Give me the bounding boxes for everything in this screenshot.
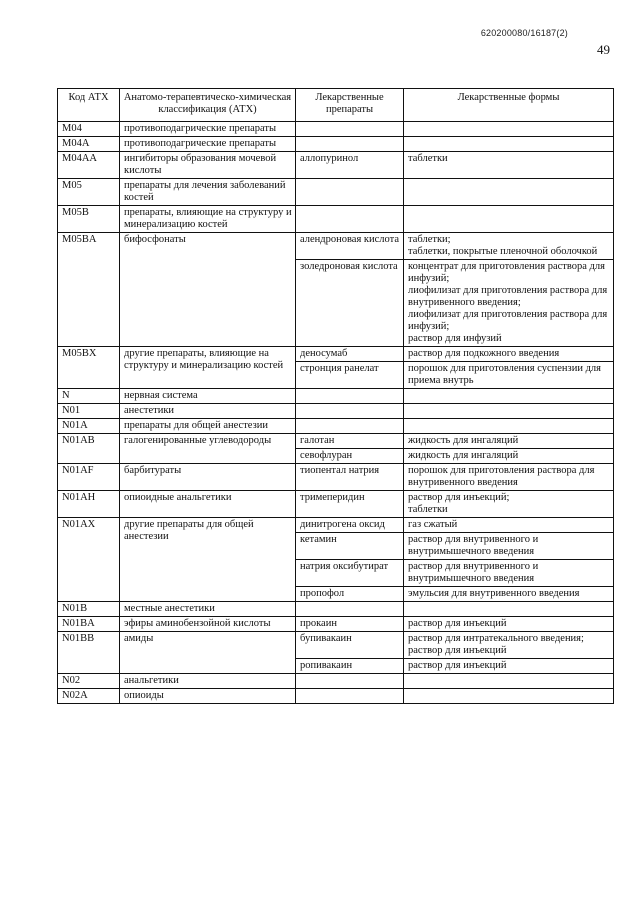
drug-name-cell (296, 179, 404, 206)
dosage-form-cell (404, 137, 614, 152)
atx-classification-cell: анестетики (120, 404, 296, 419)
atx-classification-cell: нервная система (120, 389, 296, 404)
atx-classification-cell: барбитураты (120, 464, 296, 491)
atx-classification-cell: анальгетики (120, 674, 296, 689)
atx-code-cell: M05BA (58, 233, 120, 347)
dosage-form-cell (404, 689, 614, 704)
atx-code-cell: N01AB (58, 434, 120, 464)
atx-classification-cell: препараты для лечения заболеваний костей (120, 179, 296, 206)
drug-name-cell: стронция ранелат (296, 362, 404, 389)
table-row (58, 518, 614, 533)
atx-classification-cell: противоподагрические препараты (120, 122, 296, 137)
drug-name-cell (296, 419, 404, 434)
drug-name-cell (296, 602, 404, 617)
column-header-code: Код АТХ (58, 89, 120, 122)
atx-classification-cell: эфиры аминобензойной кислоты (120, 617, 296, 632)
drug-name-cell: ропивакаин (296, 659, 404, 674)
table-row (58, 617, 614, 632)
table-row (58, 206, 614, 233)
dosage-form-cell: порошок для приготовления суспензии для приема внутрь (404, 362, 614, 389)
page-number: 49 (597, 42, 610, 57)
dosage-form-cell (404, 602, 614, 617)
dosage-form-cell: раствор для инъекций (404, 617, 614, 632)
drug-name-cell: кетамин (296, 533, 404, 560)
table-row (58, 137, 614, 152)
atx-code-cell: M05BX (58, 347, 120, 389)
drug-name-cell: бупивакаин (296, 632, 404, 659)
dosage-form-cell: таблетки; таблетки, покрытые пленочной оболочкой (404, 233, 614, 260)
table-row (58, 122, 614, 137)
drug-name-cell: севофлуран (296, 449, 404, 464)
atx-classification-table (57, 88, 614, 704)
dosage-form-cell: газ сжатый (404, 518, 614, 533)
table-row (58, 491, 614, 518)
atx-code-cell: N01BB (58, 632, 120, 674)
atx-classification-cell: противоподагрические препараты (120, 137, 296, 152)
atx-code-cell: M05B (58, 206, 120, 233)
atx-classification-cell: другие препараты для общей анестезии (120, 518, 296, 602)
dosage-form-cell: раствор для инъекций (404, 659, 614, 674)
dosage-form-cell (404, 674, 614, 689)
atx-classification-cell: галогенированные углеводороды (120, 434, 296, 464)
atx-code-cell: N01 (58, 404, 120, 419)
dosage-form-cell: порошок для приготовления раствора для внутривенного введения (404, 464, 614, 491)
dosage-form-cell (404, 419, 614, 434)
dosage-form-cell (404, 404, 614, 419)
table-row (58, 434, 614, 449)
table-row (58, 152, 614, 179)
table-row (58, 674, 614, 689)
atx-classification-cell: другие препараты, влияющие на структуру и минерализацию костей (120, 347, 296, 389)
atx-classification-cell: амиды (120, 632, 296, 674)
atx-code-cell: N (58, 389, 120, 404)
table-row (58, 464, 614, 491)
column-header-drugs: Лекарственные препараты (296, 89, 404, 122)
atx-code-cell: M04 (58, 122, 120, 137)
drug-name-cell: натрия оксибутират (296, 560, 404, 587)
dosage-form-cell: концентрат для приготовления раствора для инфузий; лиофилизат для приготовления раствора для внутривенного введения; лиофилизат для приготовления раствора для инфузий; раствор для инфузий (404, 260, 614, 347)
drug-name-cell (296, 389, 404, 404)
table-header (58, 89, 614, 122)
table-row (58, 179, 614, 206)
table-row (58, 233, 614, 260)
drug-name-cell (296, 137, 404, 152)
drug-name-cell: тримеперидин (296, 491, 404, 518)
drug-name-cell (296, 206, 404, 233)
table-row (58, 689, 614, 704)
dosage-form-cell (404, 179, 614, 206)
table-row (58, 347, 614, 362)
atx-classification-cell: препараты, влияющие на структуру и минерализацию костей (120, 206, 296, 233)
drug-name-cell: золедроновая кислота (296, 260, 404, 347)
document-id: 620200080/16187(2) (480, 28, 568, 38)
dosage-form-cell (404, 206, 614, 233)
drug-name-cell: тиопентал натрия (296, 464, 404, 491)
drug-name-cell: пропофол (296, 587, 404, 602)
atx-classification-cell: препараты для общей анестезии (120, 419, 296, 434)
drug-name-cell (296, 674, 404, 689)
drug-name-cell (296, 122, 404, 137)
dosage-form-cell (404, 122, 614, 137)
atx-code-cell: M04A (58, 137, 120, 152)
table-row (58, 419, 614, 434)
atx-classification-cell: опиоидные анальгетики (120, 491, 296, 518)
table-row (58, 389, 614, 404)
table-row (58, 602, 614, 617)
atx-code-cell: N01AF (58, 464, 120, 491)
atx-classification-cell: бифосфонаты (120, 233, 296, 347)
drug-name-cell (296, 404, 404, 419)
atx-code-cell: N01A (58, 419, 120, 434)
dosage-form-cell: раствор для интратекального введения; раствор для инъекций (404, 632, 614, 659)
atx-code-cell: N01BA (58, 617, 120, 632)
atx-classification-cell: ингибиторы образования мочевой кислоты (120, 152, 296, 179)
atx-classification-cell: опиоиды (120, 689, 296, 704)
drug-name-cell (296, 689, 404, 704)
dosage-form-cell: жидкость для ингаляций (404, 449, 614, 464)
drug-name-cell: аллопуринол (296, 152, 404, 179)
dosage-form-cell: раствор для подкожного введения (404, 347, 614, 362)
atx-code-cell: N01B (58, 602, 120, 617)
table-row (58, 404, 614, 419)
drug-name-cell: алендроновая кислота (296, 233, 404, 260)
table-row (58, 632, 614, 659)
drug-name-cell: галотан (296, 434, 404, 449)
dosage-form-cell (404, 389, 614, 404)
atx-code-cell: N02 (58, 674, 120, 689)
column-header-classification: Анатомо-терапевтическо-химическая классификация (АТХ) (120, 89, 296, 122)
atx-code-cell: N01AX (58, 518, 120, 602)
atx-code-cell: N01AH (58, 491, 120, 518)
atx-code-cell: N02A (58, 689, 120, 704)
dosage-form-cell: эмульсия для внутривенного введения (404, 587, 614, 602)
atx-classification-cell: местные анестетики (120, 602, 296, 617)
atx-code-cell: M04AA (58, 152, 120, 179)
column-header-forms: Лекарственные формы (404, 89, 614, 122)
dosage-form-cell: таблетки (404, 152, 614, 179)
header-row (58, 89, 614, 122)
drug-name-cell: прокаин (296, 617, 404, 632)
drug-name-cell: деносумаб (296, 347, 404, 362)
atx-code-cell: M05 (58, 179, 120, 206)
dosage-form-cell: жидкость для ингаляций (404, 434, 614, 449)
drug-name-cell: динитрогена оксид (296, 518, 404, 533)
dosage-form-cell: раствор для инъекций; таблетки (404, 491, 614, 518)
table-body (58, 122, 614, 704)
dosage-form-cell: раствор для внутривенного и внутримышечного введения (404, 560, 614, 587)
dosage-form-cell: раствор для внутривенного и внутримышечного введения (404, 533, 614, 560)
